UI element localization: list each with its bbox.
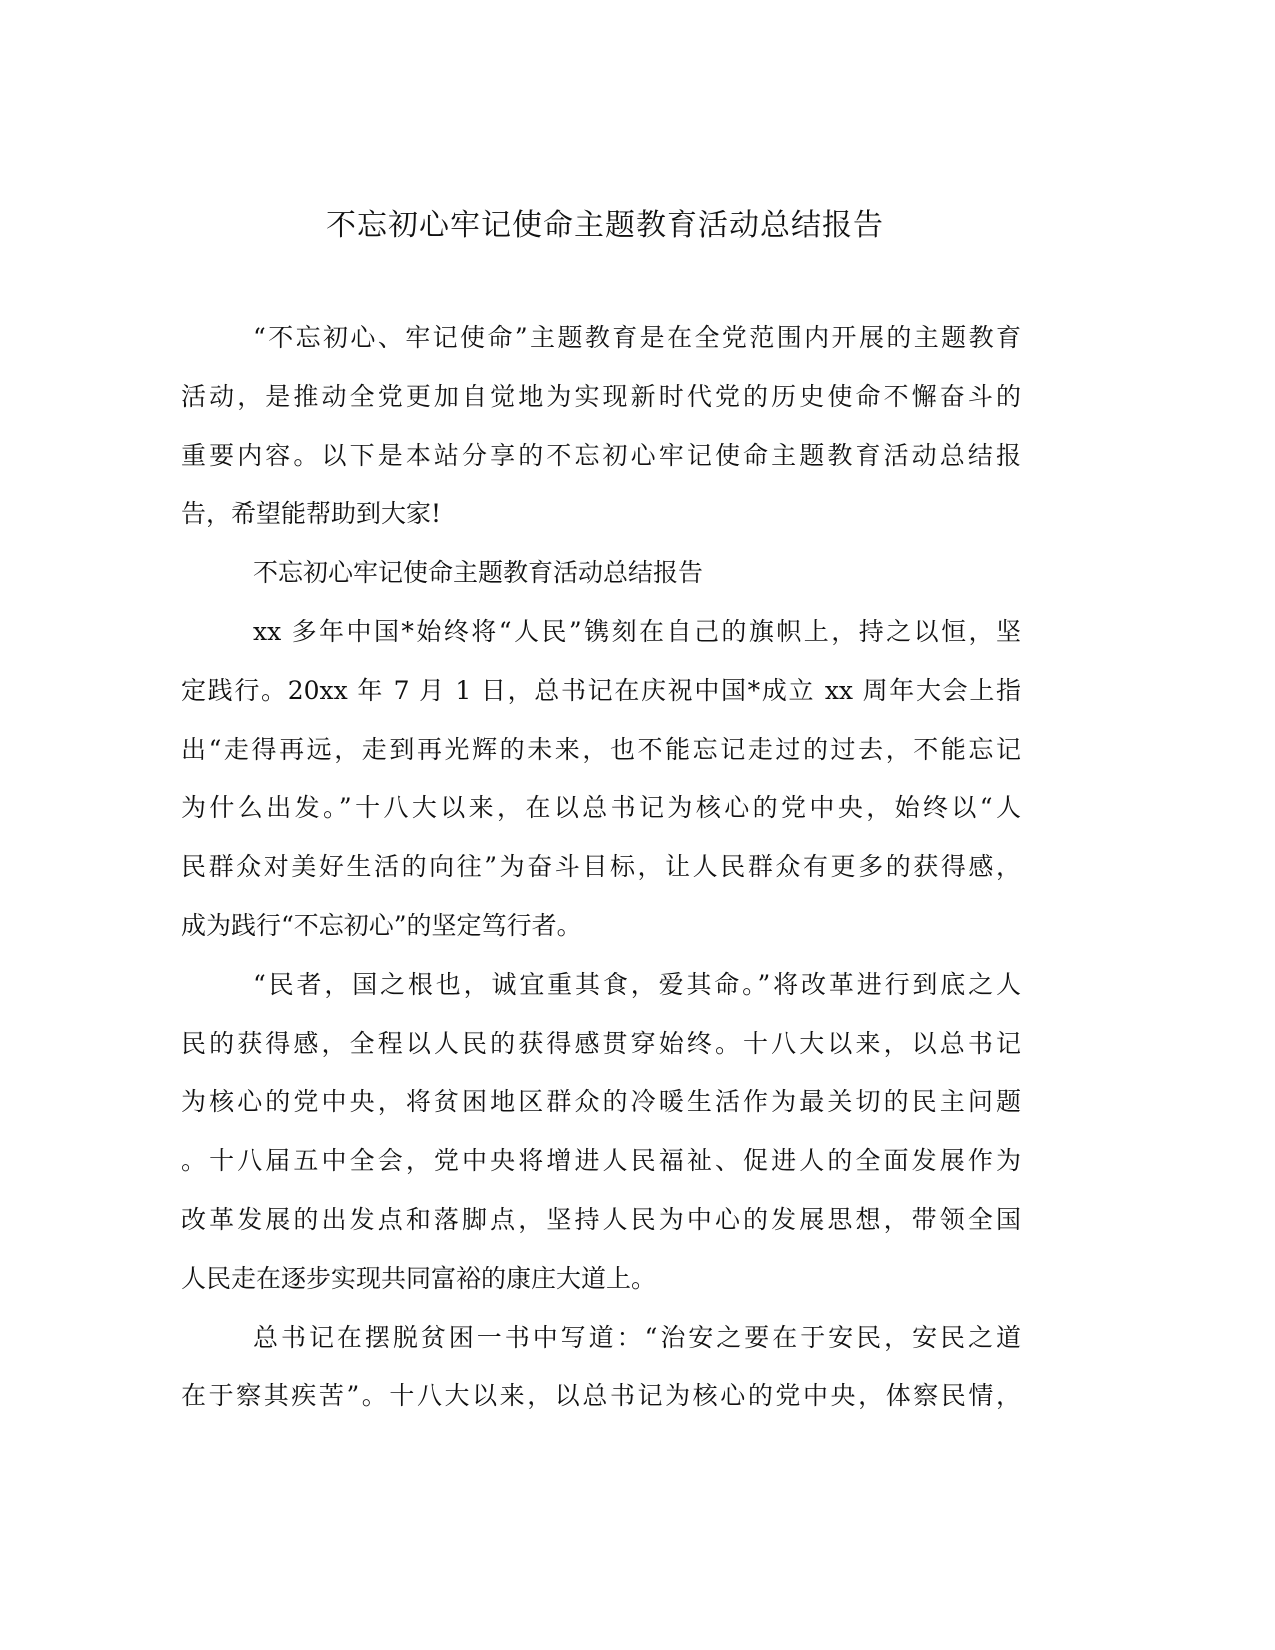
paragraph-line: 不忘初心牢记使命主题教育活动总结报告 — [253, 558, 704, 588]
paragraph — [181, 612, 1021, 965]
paragraph — [181, 965, 1021, 1318]
paragraph-line: 民的获得感，全程以人民的获得感贯穿始终。十八大以来，以总书记 — [181, 1028, 1021, 1058]
document-body — [181, 318, 1021, 1435]
paragraph-line: 出“走得再远，走到再光辉的未来，也不能忘记走过的过去，不能忘记 — [181, 734, 1021, 764]
paragraph — [181, 1318, 1021, 1436]
paragraph-line: 重要内容。以下是本站分享的不忘初心牢记使命主题教育活动总结报 — [181, 440, 1021, 470]
paragraph-line: 定践行。20xx 年 7 月 1 日，总书记在庆祝中国*成立 xx 周年大会上指 — [181, 675, 1021, 705]
paragraph — [181, 553, 1021, 612]
paragraph-line: 改革发展的出发点和落脚点，坚持人民为中心的发展思想，带领全国 — [181, 1204, 1021, 1234]
document-title: 不忘初心牢记使命主题教育活动总结报告 — [326, 208, 884, 243]
paragraph-line: 人民走在逐步实现共同富裕的康庄大道上。 — [181, 1263, 657, 1293]
paragraph-line: 活动，是推动全党更加自觉地为实现新时代党的历史使命不懈奋斗的 — [181, 381, 1021, 411]
paragraph-line: 。十八届五中全会，党中央将增进人民福祉、促进人的全面发展作为 — [181, 1146, 1021, 1176]
paragraph-line: 在于察其疾苦”。十八大以来，以总书记为核心的党中央，体察民情， — [181, 1381, 1021, 1411]
paragraph-line: xx 多年中国*始终将“人民”镌刻在自己的旗帜上，持之以恒，坚 — [253, 616, 1021, 646]
paragraph-line: 民群众对美好生活的向往”为奋斗目标，让人民群众有更多的获得感， — [181, 852, 1021, 882]
paragraph-line: “不忘初心、牢记使命”主题教育是在全党范围内开展的主题教育 — [253, 323, 1021, 352]
paragraph-line: 总书记在摆脱贫困一书中写道：“治安之要在于安民，安民之道 — [253, 1322, 1021, 1352]
paragraph — [181, 318, 1021, 553]
paragraph-line: 为什么出发。”十八大以来，在以总书记为核心的党中央，始终以“人 — [181, 793, 1021, 823]
paragraph-line: 告，希望能帮助到大家! — [181, 499, 442, 529]
paragraph-line: “民者，国之根也，诚宜重其食，爱其命。”将改革进行到底之人 — [253, 969, 1021, 999]
paragraph-line: 为核心的党中央，将贫困地区群众的冷暖生活作为最关切的民主问题 — [181, 1087, 1021, 1117]
paragraph-line: 成为践行“不忘初心”的坚定笃行者。 — [181, 910, 582, 940]
